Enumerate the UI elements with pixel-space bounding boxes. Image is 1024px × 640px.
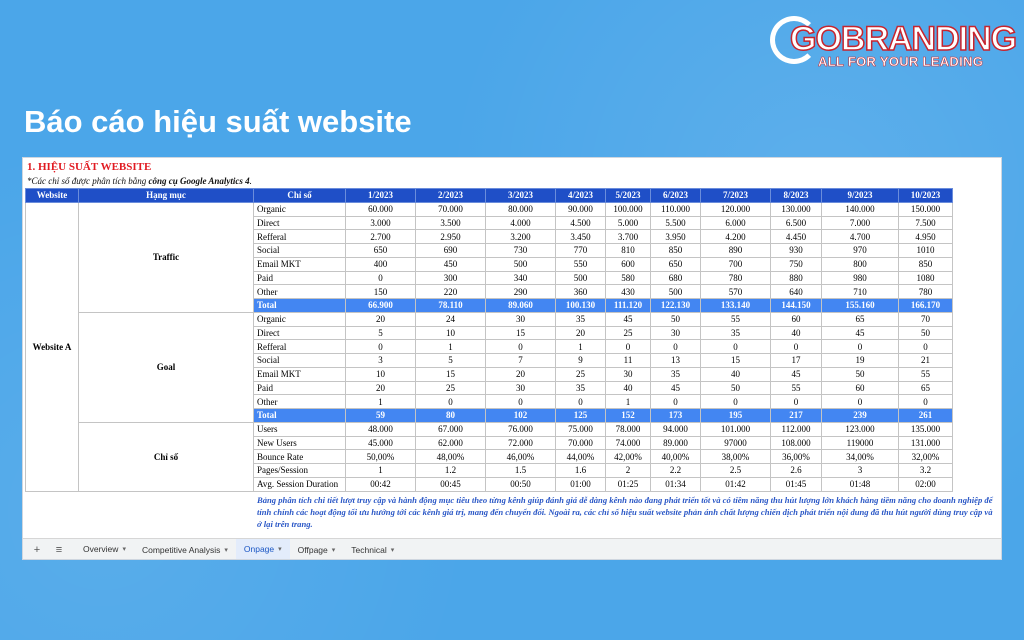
logo-name: GOBRANDING xyxy=(790,20,1017,58)
sheet-tab-label: Competitive Analysis xyxy=(141,545,221,555)
value-cell[interactable]: 60.000 xyxy=(346,202,416,216)
value-cell[interactable]: 125 xyxy=(556,409,606,423)
metric-cell[interactable]: Refferal xyxy=(254,230,346,244)
value-cell[interactable]: 3.200 xyxy=(486,230,556,244)
column-header: Hạng mục xyxy=(79,189,254,203)
sheet-tab-label: Overview xyxy=(83,544,119,554)
metric-cell[interactable]: Organic xyxy=(254,312,346,326)
metric-cell[interactable]: Organic xyxy=(254,202,346,216)
analytics-note xyxy=(27,176,252,186)
value-cell[interactable]: 0 xyxy=(651,340,701,354)
value-cell[interactable]: 5.000 xyxy=(606,216,651,230)
value-cell[interactable]: 7.000 xyxy=(822,216,899,230)
value-cell[interactable]: 119000 xyxy=(822,436,899,450)
value-cell[interactable]: 0 xyxy=(346,271,416,285)
column-header: 5/2023 xyxy=(606,189,651,203)
value-cell[interactable]: 02:00 xyxy=(899,477,953,491)
column-header: 6/2023 xyxy=(651,189,701,203)
value-cell[interactable]: 01:48 xyxy=(822,477,899,491)
column-header: 3/2023 xyxy=(486,189,556,203)
metric-cell[interactable]: Email MKT xyxy=(254,367,346,381)
value-cell[interactable]: 100.000 xyxy=(606,202,651,216)
value-cell[interactable]: 123.000 xyxy=(822,422,899,436)
value-cell[interactable]: 195 xyxy=(701,409,771,423)
sheet-tab-overview[interactable] xyxy=(75,539,134,561)
value-cell[interactable]: 4.000 xyxy=(486,216,556,230)
value-cell[interactable]: 0 xyxy=(822,395,899,409)
value-cell[interactable]: 880 xyxy=(771,271,822,285)
chevron-down-icon[interactable]: ▾ xyxy=(224,547,228,554)
value-cell[interactable]: 25 xyxy=(556,367,606,381)
value-cell[interactable]: 0 xyxy=(606,340,651,354)
value-cell[interactable]: 38,00% xyxy=(701,450,771,464)
value-cell[interactable]: 35 xyxy=(556,381,606,395)
value-cell[interactable]: 111.120 xyxy=(606,299,651,313)
value-cell[interactable]: 1 xyxy=(416,340,486,354)
metric-cell[interactable]: Email MKT xyxy=(254,257,346,271)
metric-cell[interactable]: New Users xyxy=(254,436,346,450)
value-cell[interactable]: 3.450 xyxy=(556,230,606,244)
metric-cell[interactable]: Social xyxy=(254,354,346,368)
logo-tagline: ALL FOR YOUR LEADING xyxy=(818,54,984,69)
metric-cell[interactable]: Total xyxy=(254,409,346,423)
value-cell[interactable]: 24 xyxy=(416,312,486,326)
value-cell[interactable]: 3.950 xyxy=(651,230,701,244)
value-cell[interactable]: 2.6 xyxy=(771,464,822,478)
value-cell[interactable]: 5 xyxy=(416,354,486,368)
value-cell[interactable]: 650 xyxy=(651,257,701,271)
value-cell[interactable]: 62.000 xyxy=(416,436,486,450)
value-cell[interactable]: 80 xyxy=(416,409,486,423)
value-cell[interactable]: 35 xyxy=(651,367,701,381)
value-cell[interactable]: 2 xyxy=(606,464,651,478)
value-cell[interactable]: 930 xyxy=(771,244,822,258)
value-cell[interactable]: 600 xyxy=(606,257,651,271)
value-cell[interactable]: 65 xyxy=(899,381,953,395)
value-cell[interactable]: 55 xyxy=(701,312,771,326)
value-cell[interactable]: 1 xyxy=(606,395,651,409)
value-cell[interactable]: 32,00% xyxy=(899,450,953,464)
value-cell[interactable]: 500 xyxy=(651,285,701,299)
value-cell[interactable]: 44,00% xyxy=(556,450,606,464)
value-cell[interactable]: 30 xyxy=(486,381,556,395)
value-cell[interactable]: 6.500 xyxy=(771,216,822,230)
value-cell[interactable]: 55 xyxy=(899,367,953,381)
value-cell[interactable]: 500 xyxy=(486,257,556,271)
value-cell[interactable]: 7 xyxy=(486,354,556,368)
value-cell[interactable]: 20 xyxy=(346,312,416,326)
value-cell[interactable]: 13 xyxy=(651,354,701,368)
sheet-tab-label: Onpage xyxy=(243,544,275,554)
value-cell[interactable]: 20 xyxy=(346,381,416,395)
value-cell[interactable]: 55 xyxy=(771,381,822,395)
value-cell[interactable]: 45 xyxy=(822,326,899,340)
value-cell[interactable]: 135.000 xyxy=(899,422,953,436)
metric-cell[interactable]: Users xyxy=(254,422,346,436)
all-sheets-menu-icon[interactable]: ≡ xyxy=(55,544,63,556)
value-cell[interactable]: 166.170 xyxy=(899,299,953,313)
sheet-tab-competitive-analysis[interactable] xyxy=(134,539,236,561)
value-cell[interactable]: 00:42 xyxy=(346,477,416,491)
column-header: Website xyxy=(26,189,79,203)
sheet-tab-technical[interactable] xyxy=(343,539,402,561)
value-cell[interactable]: 0 xyxy=(556,395,606,409)
value-cell[interactable]: 42,00% xyxy=(606,450,651,464)
value-cell[interactable]: 400 xyxy=(346,257,416,271)
value-cell[interactable]: 0 xyxy=(771,340,822,354)
value-cell[interactable]: 48,00% xyxy=(416,450,486,464)
value-cell[interactable]: 2.950 xyxy=(416,230,486,244)
value-cell[interactable]: 50 xyxy=(899,326,953,340)
value-cell[interactable]: 70.000 xyxy=(556,436,606,450)
value-cell[interactable]: 131.000 xyxy=(899,436,953,450)
value-cell[interactable]: 25 xyxy=(416,381,486,395)
value-cell[interactable]: 72.000 xyxy=(486,436,556,450)
value-cell[interactable]: 01:00 xyxy=(556,477,606,491)
value-cell[interactable]: 500 xyxy=(556,271,606,285)
value-cell[interactable]: 5 xyxy=(346,326,416,340)
value-cell[interactable]: 45 xyxy=(771,367,822,381)
value-cell[interactable]: 30 xyxy=(486,312,556,326)
value-cell[interactable]: 89.060 xyxy=(486,299,556,313)
value-cell[interactable]: 97000 xyxy=(701,436,771,450)
note-prefix: *Các chỉ số được phân tích bằng xyxy=(27,176,149,186)
value-cell[interactable]: 850 xyxy=(899,257,953,271)
column-header: 7/2023 xyxy=(701,189,771,203)
value-cell[interactable]: 1.6 xyxy=(556,464,606,478)
metric-cell[interactable]: Refferal xyxy=(254,340,346,354)
value-cell[interactable]: 1.2 xyxy=(416,464,486,478)
chevron-down-icon[interactable]: ▾ xyxy=(331,547,336,554)
category-cell[interactable]: Traffic xyxy=(79,202,254,312)
note-suffix: . xyxy=(249,176,252,186)
value-cell[interactable]: 20 xyxy=(486,367,556,381)
add-sheet-icon[interactable]: + xyxy=(33,544,41,556)
value-cell[interactable]: 3 xyxy=(346,354,416,368)
value-cell[interactable]: 7.500 xyxy=(899,216,953,230)
chevron-down-icon[interactable]: ▾ xyxy=(390,547,395,554)
value-cell[interactable]: 0 xyxy=(899,340,953,354)
column-header: 1/2023 xyxy=(346,189,416,203)
value-cell[interactable]: 155.160 xyxy=(822,299,899,313)
value-cell[interactable]: 10 xyxy=(416,326,486,340)
section-title: 1. HIỆU SUẤT WEBSITE xyxy=(27,161,152,173)
value-cell[interactable]: 78.110 xyxy=(416,299,486,313)
value-cell[interactable]: 430 xyxy=(606,285,651,299)
column-header: 10/2023 xyxy=(899,189,953,203)
value-cell[interactable]: 3 xyxy=(822,464,899,478)
value-cell[interactable]: 01:42 xyxy=(701,477,771,491)
value-cell[interactable]: 770 xyxy=(556,244,606,258)
value-cell[interactable]: 220 xyxy=(416,285,486,299)
value-cell[interactable]: 0 xyxy=(486,395,556,409)
value-cell[interactable]: 780 xyxy=(701,271,771,285)
metric-cell[interactable]: Bounce Rate xyxy=(254,450,346,464)
value-cell[interactable]: 15 xyxy=(701,354,771,368)
value-cell[interactable]: 101.000 xyxy=(701,422,771,436)
sheet-tab-bar xyxy=(23,538,1002,560)
value-cell[interactable]: 0 xyxy=(701,340,771,354)
value-cell[interactable]: 40,00% xyxy=(651,450,701,464)
value-cell[interactable]: 890 xyxy=(701,244,771,258)
value-cell[interactable]: 570 xyxy=(701,285,771,299)
metric-cell[interactable]: Avg. Session Duration xyxy=(254,477,346,491)
value-cell[interactable]: 217 xyxy=(771,409,822,423)
performance-table xyxy=(25,188,953,492)
value-cell[interactable]: 1 xyxy=(556,340,606,354)
value-cell[interactable]: 59 xyxy=(346,409,416,423)
value-cell[interactable]: 0 xyxy=(899,395,953,409)
value-cell[interactable]: 11 xyxy=(606,354,651,368)
value-cell[interactable]: 102 xyxy=(486,409,556,423)
value-cell[interactable]: 108.000 xyxy=(771,436,822,450)
value-cell[interactable]: 30 xyxy=(651,326,701,340)
value-cell[interactable]: 89.000 xyxy=(651,436,701,450)
value-cell[interactable]: 850 xyxy=(651,244,701,258)
value-cell[interactable]: 130.000 xyxy=(771,202,822,216)
header-row xyxy=(26,189,953,203)
value-cell[interactable]: 1.5 xyxy=(486,464,556,478)
value-cell[interactable]: 00:50 xyxy=(486,477,556,491)
value-cell[interactable]: 94.000 xyxy=(651,422,701,436)
sheet-tab-onpage[interactable] xyxy=(236,539,290,561)
value-cell[interactable]: 70.000 xyxy=(416,202,486,216)
table-row xyxy=(26,312,953,326)
value-cell[interactable]: 2.700 xyxy=(346,230,416,244)
value-cell[interactable]: 2.2 xyxy=(651,464,701,478)
value-cell[interactable]: 48.000 xyxy=(346,422,416,436)
value-cell[interactable]: 144.150 xyxy=(771,299,822,313)
value-cell[interactable]: 36,00% xyxy=(771,450,822,464)
chevron-down-icon[interactable]: ▾ xyxy=(122,546,126,553)
value-cell[interactable]: 10 xyxy=(346,367,416,381)
value-cell[interactable]: 01:45 xyxy=(771,477,822,491)
value-cell[interactable]: 40 xyxy=(701,367,771,381)
note-tool: công cụ Google Analytics 4 xyxy=(148,176,250,186)
value-cell[interactable]: 261 xyxy=(899,409,953,423)
value-cell[interactable]: 340 xyxy=(486,271,556,285)
value-cell[interactable]: 45.000 xyxy=(346,436,416,450)
column-header: 4/2023 xyxy=(556,189,606,203)
value-cell[interactable]: 360 xyxy=(556,285,606,299)
value-cell[interactable]: 700 xyxy=(701,257,771,271)
value-cell[interactable]: 4.700 xyxy=(822,230,899,244)
value-cell[interactable]: 67.000 xyxy=(416,422,486,436)
metric-cell[interactable]: Total xyxy=(254,299,346,313)
value-cell[interactable]: 0 xyxy=(701,395,771,409)
value-cell[interactable]: 76.000 xyxy=(486,422,556,436)
value-cell[interactable]: 80.000 xyxy=(486,202,556,216)
value-cell[interactable]: 730 xyxy=(486,244,556,258)
value-cell[interactable]: 45 xyxy=(606,312,651,326)
value-cell[interactable]: 650 xyxy=(346,244,416,258)
value-cell[interactable]: 112.000 xyxy=(771,422,822,436)
value-cell[interactable]: 3.500 xyxy=(416,216,486,230)
gobranding-logo xyxy=(770,16,1017,76)
metric-cell[interactable]: Paid xyxy=(254,271,346,285)
value-cell[interactable]: 800 xyxy=(822,257,899,271)
value-cell[interactable]: 640 xyxy=(771,285,822,299)
column-header: Chỉ số xyxy=(254,189,346,203)
category-cell[interactable]: Goal xyxy=(79,312,254,422)
value-cell[interactable]: 120.000 xyxy=(701,202,771,216)
value-cell[interactable]: 0 xyxy=(822,340,899,354)
value-cell[interactable]: 150 xyxy=(346,285,416,299)
value-cell[interactable]: 140.000 xyxy=(822,202,899,216)
value-cell[interactable]: 1010 xyxy=(899,244,953,258)
value-cell[interactable]: 70 xyxy=(899,312,953,326)
metric-cell[interactable]: Direct xyxy=(254,216,346,230)
value-cell[interactable]: 580 xyxy=(606,271,651,285)
value-cell[interactable]: 46,00% xyxy=(486,450,556,464)
value-cell[interactable]: 50 xyxy=(651,312,701,326)
value-cell[interactable]: 4.950 xyxy=(899,230,953,244)
metric-cell[interactable]: Other xyxy=(254,395,346,409)
value-cell[interactable]: 970 xyxy=(822,244,899,258)
value-cell[interactable]: 1 xyxy=(346,395,416,409)
value-cell[interactable]: 152 xyxy=(606,409,651,423)
value-cell[interactable]: 3.000 xyxy=(346,216,416,230)
value-cell[interactable]: 45 xyxy=(651,381,701,395)
value-cell[interactable]: 122.130 xyxy=(651,299,701,313)
metric-cell[interactable]: Paid xyxy=(254,381,346,395)
value-cell[interactable]: 680 xyxy=(651,271,701,285)
value-cell[interactable]: 4.500 xyxy=(556,216,606,230)
value-cell[interactable]: 2.5 xyxy=(701,464,771,478)
column-header: 2/2023 xyxy=(416,189,486,203)
value-cell[interactable]: 15 xyxy=(416,367,486,381)
value-cell[interactable]: 239 xyxy=(822,409,899,423)
value-cell[interactable]: 21 xyxy=(899,354,953,368)
sheet-tab-label: Offpage xyxy=(297,545,328,555)
value-cell[interactable]: 690 xyxy=(416,244,486,258)
value-cell[interactable]: 133.140 xyxy=(701,299,771,313)
value-cell[interactable]: 65 xyxy=(822,312,899,326)
value-cell[interactable]: 50,00% xyxy=(346,450,416,464)
value-cell[interactable]: 5.500 xyxy=(651,216,701,230)
value-cell[interactable]: 15 xyxy=(486,326,556,340)
value-cell[interactable]: 4.200 xyxy=(701,230,771,244)
value-cell[interactable]: 60 xyxy=(822,381,899,395)
value-cell[interactable]: 78.000 xyxy=(606,422,651,436)
value-cell[interactable]: 66.900 xyxy=(346,299,416,313)
value-cell[interactable]: 35 xyxy=(556,312,606,326)
value-cell[interactable]: 980 xyxy=(822,271,899,285)
chevron-down-icon[interactable]: ▾ xyxy=(278,546,282,553)
value-cell[interactable]: 290 xyxy=(486,285,556,299)
value-cell[interactable]: 00:45 xyxy=(416,477,486,491)
value-cell[interactable]: 30 xyxy=(606,367,651,381)
value-cell[interactable]: 780 xyxy=(899,285,953,299)
value-cell[interactable]: 9 xyxy=(556,354,606,368)
sheet-tab-label: Technical xyxy=(351,545,387,555)
value-cell[interactable]: 19 xyxy=(822,354,899,368)
value-cell[interactable]: 3.700 xyxy=(606,230,651,244)
value-cell[interactable]: 75.000 xyxy=(556,422,606,436)
value-cell[interactable]: 74.000 xyxy=(606,436,651,450)
value-cell[interactable]: 0 xyxy=(771,395,822,409)
value-cell[interactable]: 01:34 xyxy=(651,477,701,491)
value-cell[interactable]: 173 xyxy=(651,409,701,423)
value-cell[interactable]: 0 xyxy=(416,395,486,409)
value-cell[interactable]: 710 xyxy=(822,285,899,299)
value-cell[interactable]: 4.450 xyxy=(771,230,822,244)
value-cell[interactable]: 550 xyxy=(556,257,606,271)
value-cell[interactable]: 150.000 xyxy=(899,202,953,216)
table-row xyxy=(26,422,953,436)
sheet-tab-offpage[interactable] xyxy=(290,539,344,561)
value-cell[interactable]: 0 xyxy=(486,340,556,354)
category-cell[interactable]: Chỉ số xyxy=(79,422,254,491)
value-cell[interactable]: 0 xyxy=(346,340,416,354)
value-cell[interactable]: 6.000 xyxy=(701,216,771,230)
value-cell[interactable]: 40 xyxy=(771,326,822,340)
value-cell[interactable]: 1 xyxy=(346,464,416,478)
value-cell[interactable]: 35 xyxy=(701,326,771,340)
value-cell[interactable]: 17 xyxy=(771,354,822,368)
value-cell[interactable]: 300 xyxy=(416,271,486,285)
metric-cell[interactable]: Pages/Session xyxy=(254,464,346,478)
spreadsheet[interactable] xyxy=(22,157,1002,560)
value-cell[interactable]: 0 xyxy=(651,395,701,409)
value-cell[interactable]: 20 xyxy=(556,326,606,340)
metric-cell[interactable]: Other xyxy=(254,285,346,299)
value-cell[interactable]: 100.130 xyxy=(556,299,606,313)
column-header: 8/2023 xyxy=(771,189,822,203)
description-text: Bảng phân tích chi tiết lượt truy cập và hành động mục tiêu theo từng kênh giúp đánh giá dễ dàng kênh nào đang phát triển tốt và có tiềm năng thu hút lượng lớn khách hàng tiềm năng cho doanh nghiệp để tính chính các hoạt động tối ưu hướng tới các kênh giá trị, mang đến chuyển đổi. Ngoài ra, các chỉ số hiệu suất website phản ánh chất lượng chiến dịch phát triển nội dung đã thu hút người dùng truy cập và ở lại trên trang. xyxy=(257,495,993,529)
value-cell[interactable]: 450 xyxy=(416,257,486,271)
metric-cell[interactable]: Direct xyxy=(254,326,346,340)
table-row xyxy=(26,202,953,216)
value-cell[interactable]: 110.000 xyxy=(651,202,701,216)
value-cell[interactable]: 3.2 xyxy=(899,464,953,478)
value-cell[interactable]: 34,00% xyxy=(822,450,899,464)
page-title: Báo cáo hiệu suất website xyxy=(24,104,412,139)
value-cell[interactable]: 25 xyxy=(606,326,651,340)
value-cell[interactable]: 60 xyxy=(771,312,822,326)
value-cell[interactable]: 810 xyxy=(606,244,651,258)
value-cell[interactable]: 50 xyxy=(822,367,899,381)
website-cell[interactable]: Website A xyxy=(26,202,79,491)
value-cell[interactable]: 90.000 xyxy=(556,202,606,216)
value-cell[interactable]: 1080 xyxy=(899,271,953,285)
value-cell[interactable]: 40 xyxy=(606,381,651,395)
column-header: 9/2023 xyxy=(822,189,899,203)
value-cell[interactable]: 50 xyxy=(701,381,771,395)
metric-cell[interactable]: Social xyxy=(254,244,346,258)
value-cell[interactable]: 750 xyxy=(771,257,822,271)
value-cell[interactable]: 01:25 xyxy=(606,477,651,491)
